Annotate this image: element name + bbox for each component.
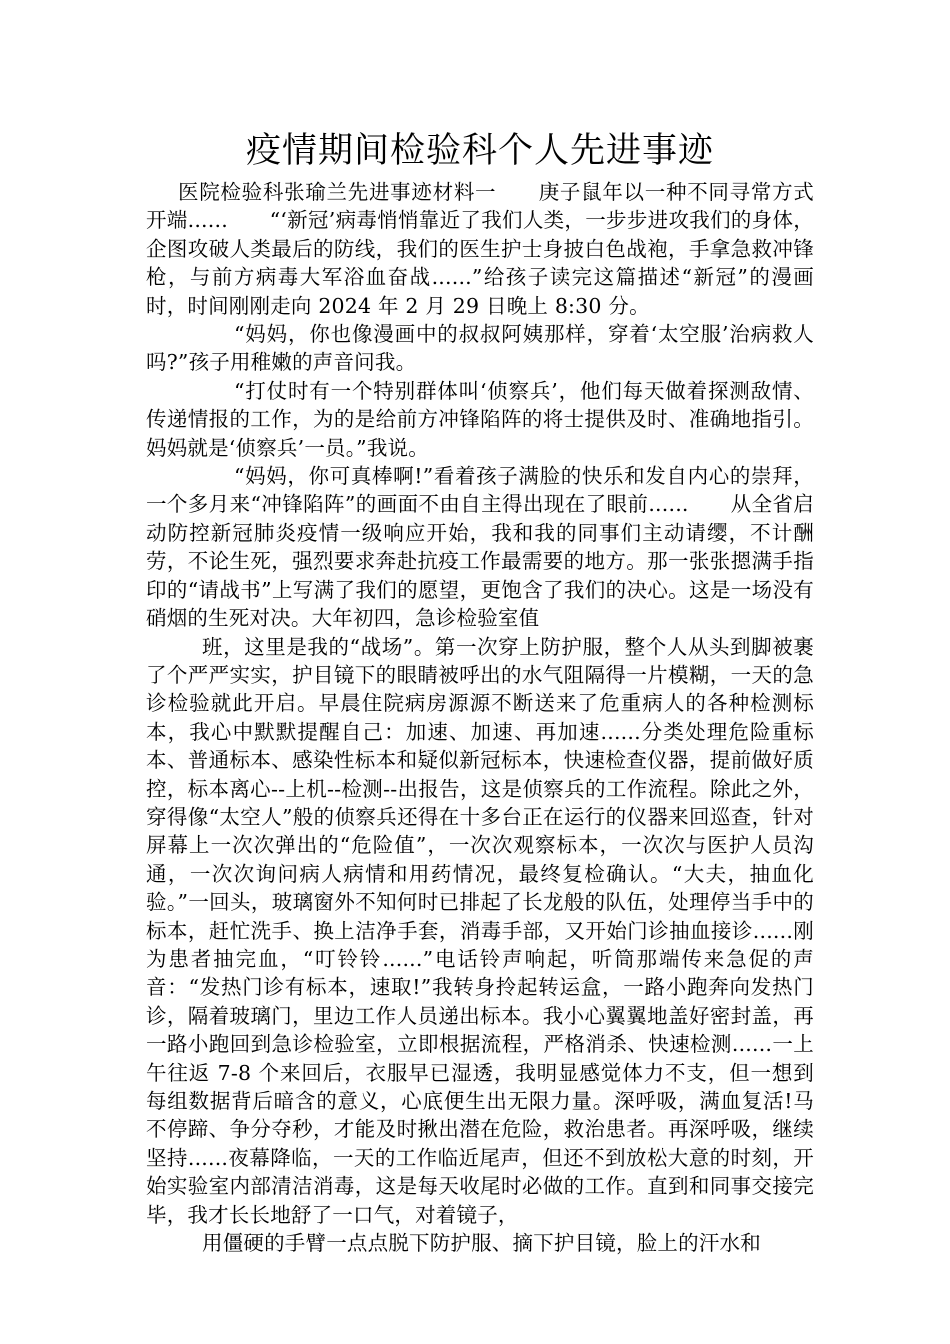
paragraph-scout-answer: “打仗时有一个特别群体叫‘侦察兵’，他们每天做着探测敌情、传递情报的工作，为的是给前方冲锋陷阵的将士提供及时、准确地指引。妈妈就是‘侦察兵’一员。”我说。 — [146, 378, 814, 460]
document-title: 疫情期间检验科个人先进事迹 — [245, 131, 714, 171]
paragraph-emergency-shift: 班，这里是我的“战场”。第一次穿上防护服，整个人从头到脚被裹了个严严实实，护目镜下的眼睛被呼出的水气阻隔得一片模糊，一天的急诊检验就此开启。早晨住院病房源源不断送来了危重病人的各种检测标本，我心中默默提醒自己：加速、加速、再加速......分类处理危险重标本、普通标本、感染性标本和疑似新冠标本，快速检查仪器，提前做好质控，标本离心--上机--检测--出报告，这是侦察兵的工作流程。除此之外，穿得像“太空人”般的侦察兵还得在十多台正在运行的仪器来回巡查，针对屏幕上一次次弹出的“危险值”，一次次观察标本，一次次与医护人员沟通，一次次询问病人病情和用药情况，最终复检确认。“大夫，抽血化验。”一回头，玻璃窗外不知何时已排起了长龙般的队伍，处理停当手中的标本，赶忙洗手、换上洁净手套，消毒手部，又开始门诊抽血接诊......刚为患者抽完血，“叮铃铃......”电话铃声响起，听筒那端传来急促的声音：“发热门诊有标本，速取!”我转身拎起转运盒，一路小跑奔向发热门诊，隔着玻璃门，里边工作人员递出标本。我小心翼翼地盖好密封盖，再一路小跑回到急诊检验室，立即根据流程，严格消杀、快速检测......一上午往返 7-8 个来回后，衣服早已湿透，我明显感觉体力不支，但一想到每组数据背后暗含的意义，心底便生出无限力量。深呼吸，满血复活!马不停蹄、争分夺秒，才能及时揪出潜在危险，救治患者。再深呼吸，继续坚持......夜幕降临，一天的工作临近尾声，但还不到放松大意的时刻，开始实验室内部清洁消毒，这是每天收尾时必做的工作。直到和同事交接完毕，我才长长地舒了一口气，对着镜子， — [146, 634, 814, 1227]
document-page — [146, 126, 814, 1257]
paragraph-child-question: “妈妈，你也像漫画中的叔叔阿姨那样，穿着‘太空服’治病救人吗?”孩子用稚嫩的声音问我。 — [146, 322, 814, 375]
paragraph-removing-gear: 用僵硬的手臂一点点脱下防护服、摘下护目镜，脸上的汗水和 — [202, 1231, 761, 1256]
paragraph-intro: 医院检验科张瑜兰先进事迹材料一 庚子鼠年以一种不同寻常方式开端...... “‘新冠’病毒悄悄靠近了我们人类，一步步进攻我们的身体，企图攻破人类最后的防线，我们的医生护士身披白色战袍，手拿急救冲锋枪，与前方病毒大军浴血奋战......”给孩子读完这篇描述“新冠”的漫画时，时间刚刚走向 2024 年 2 月 29 日晚上 8:30 分。 — [146, 180, 814, 318]
paragraph-praise-and-volunteer: “妈妈，你可真棒啊!”看着孩子满脸的快乐和发自内心的崇拜，一个多月来“冲锋陷阵”的画面不由自主得出现在了眼前...... 从全省启动防控新冠肺炎疫情一级响应开始，我和我的同事们主动请缨，不计酬劳，不论生死，强烈要求奔赴抗疫工作最需要的地方。那一张张摁满手指印的“请战书”上写满了我们的愿望，更饱含了我们的决心。这是一场没有硝烟的生死对决。大年初四，急诊检验室值 — [146, 464, 814, 631]
